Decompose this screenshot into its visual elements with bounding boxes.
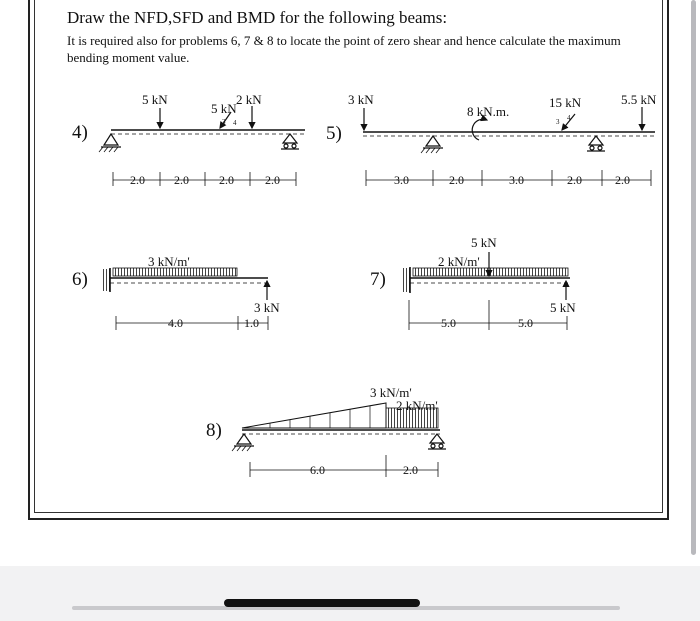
p5-dim-2: 2.0 <box>449 173 464 187</box>
p4-dim-1: 2.0 <box>130 173 145 187</box>
p5-load-4: 5.5 kN <box>621 92 657 107</box>
p8-dim-1: 6.0 <box>310 463 325 477</box>
problem-7 <box>403 252 570 330</box>
p5-slope-3: 3 <box>556 118 560 126</box>
p4-load-2: 5 kN <box>211 101 237 116</box>
p7-point-top: 5 kN <box>471 235 497 250</box>
p8-udl: 2 kN/m' <box>396 398 438 413</box>
p8-tri-load: 3 kN/m' <box>370 385 412 400</box>
p4-slope-4: 4 <box>233 119 237 127</box>
p7-dim-1: 5.0 <box>441 316 456 330</box>
p4-load-3: 2 kN <box>236 92 262 107</box>
page-title: Draw the NFD,SFD and BMD for the following beams: <box>67 8 448 27</box>
p6-dim-2: 1.0 <box>244 316 259 330</box>
p6-udl: 3 kN/m' <box>148 254 190 269</box>
problem-8-label: 8) <box>206 420 222 441</box>
p7-dim-2: 5.0 <box>518 316 533 330</box>
p5-moment: 8 kN.m. <box>467 104 510 119</box>
p7-point-end: 5 kN <box>550 300 576 315</box>
p8-dim-2: 2.0 <box>403 463 418 477</box>
p5-dim-1: 3.0 <box>394 173 409 187</box>
p5-dim-3: 3.0 <box>509 173 524 187</box>
home-indicator[interactable] <box>224 599 420 607</box>
vertical-scrollbar[interactable] <box>691 0 696 555</box>
p5-dim-4: 2.0 <box>567 173 582 187</box>
p6-dim-1: 4.0 <box>168 316 183 330</box>
page-instructions: It is required also for problems 6, 7 & 8 to locate the point of zero shear and hence calculate the maximum bending moment value. <box>67 33 621 65</box>
p5-slope-4: 4 <box>567 114 571 122</box>
bottom-panel <box>0 566 700 621</box>
problem-5-label: 5) <box>326 123 342 144</box>
problem-6-label: 6) <box>72 269 88 290</box>
p4-dim-2: 2.0 <box>174 173 189 187</box>
p5-load-1: 3 kN <box>348 92 374 107</box>
p7-udl: 2 kN/m' <box>438 254 480 269</box>
p6-point-load: 3 kN <box>254 300 280 315</box>
problem-4-label: 4) <box>72 122 88 143</box>
p4-dim-3: 2.0 <box>219 173 234 187</box>
p4-slope-3: 3 <box>222 118 226 126</box>
problem-7-label: 7) <box>370 269 386 290</box>
p4-load-1: 5 kN <box>142 92 168 107</box>
p5-load-3: 15 kN <box>549 95 582 110</box>
p4-dim-4: 2.0 <box>265 173 280 187</box>
p5-dim-5: 2.0 <box>615 173 630 187</box>
